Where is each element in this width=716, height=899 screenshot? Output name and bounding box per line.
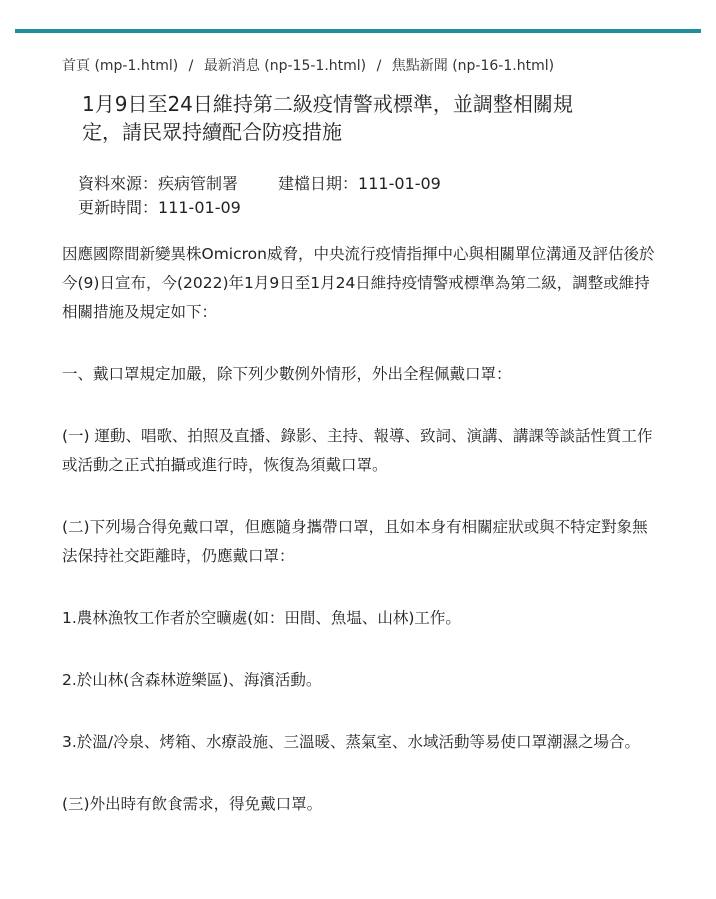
breadcrumb [62,56,554,76]
meta-row-source-created [78,172,441,196]
page-title: 1月9日至24日維持第二級疫情警戒標準，並調整相關規定，請民眾持續配合防疫措施 [82,92,573,144]
breadcrumb-separator: / [376,58,382,74]
paragraph-intro: 因應國際間新變異株Omicron威脅，中央流行疫情指揮中心與相關單位溝通及評估後於今(9)日宣布，今(2022)年1月9日至1月24日維持疫情警戒標準為第二級，調整或維持相關措施及規定如下： [62,245,655,321]
paragraph-item-3: (三)外出時有飲食需求，得免戴口罩。 [62,795,323,813]
meta-row-updated [78,196,441,220]
created-label: 建檔日期： [278,174,359,193]
updated-label: 更新時間： [78,198,159,217]
header-accent-bar [15,29,701,33]
breadcrumb-home-link[interactable]: 首頁 (mp-1.html) [62,58,179,74]
paragraph-item-1: (一) 運動、唱歌、拍照及直播、錄影、主持、報導、致詞、演講、講課等談話性質工作或活動之正式拍攝或進行時，恢復為須戴口罩。 [62,427,653,474]
paragraph-subitem-1: 1.農林漁牧工作者於空曠處(如：田間、魚塭、山林)工作。 [62,609,461,627]
updated-value: 111-01-09 [158,198,241,217]
paragraph-section-1: 一、戴口罩規定加嚴，除下列少數例外情形，外出全程佩戴口罩： [62,365,512,383]
created-value: 111-01-09 [358,174,441,193]
paragraph-item-2: (二)下列場合得免戴口罩，但應隨身攜帶口罩，且如本身有相關症狀或與不特定對象無法保持社交距離時，仍應戴口罩： [62,518,648,565]
source-value: 疾病管制署 [158,174,239,193]
paragraph-subitem-3: 3.於溫/冷泉、烤箱、水療設施、三溫暖、蒸氣室、水域活動等易使口罩潮濕之場合。 [62,733,641,751]
paragraph-subitem-2: 2.於山林(含森林遊樂區)、海濱活動。 [62,671,322,689]
source-label: 資料來源： [78,174,159,193]
breadcrumb-news-link[interactable]: 最新消息 (np-15-1.html) [203,58,367,74]
breadcrumb-separator: / [188,58,194,74]
article-body [62,240,658,852]
article-meta [78,172,441,220]
breadcrumb-focus-news-link[interactable]: 焦點新聞 (np-16-1.html) [391,58,555,74]
